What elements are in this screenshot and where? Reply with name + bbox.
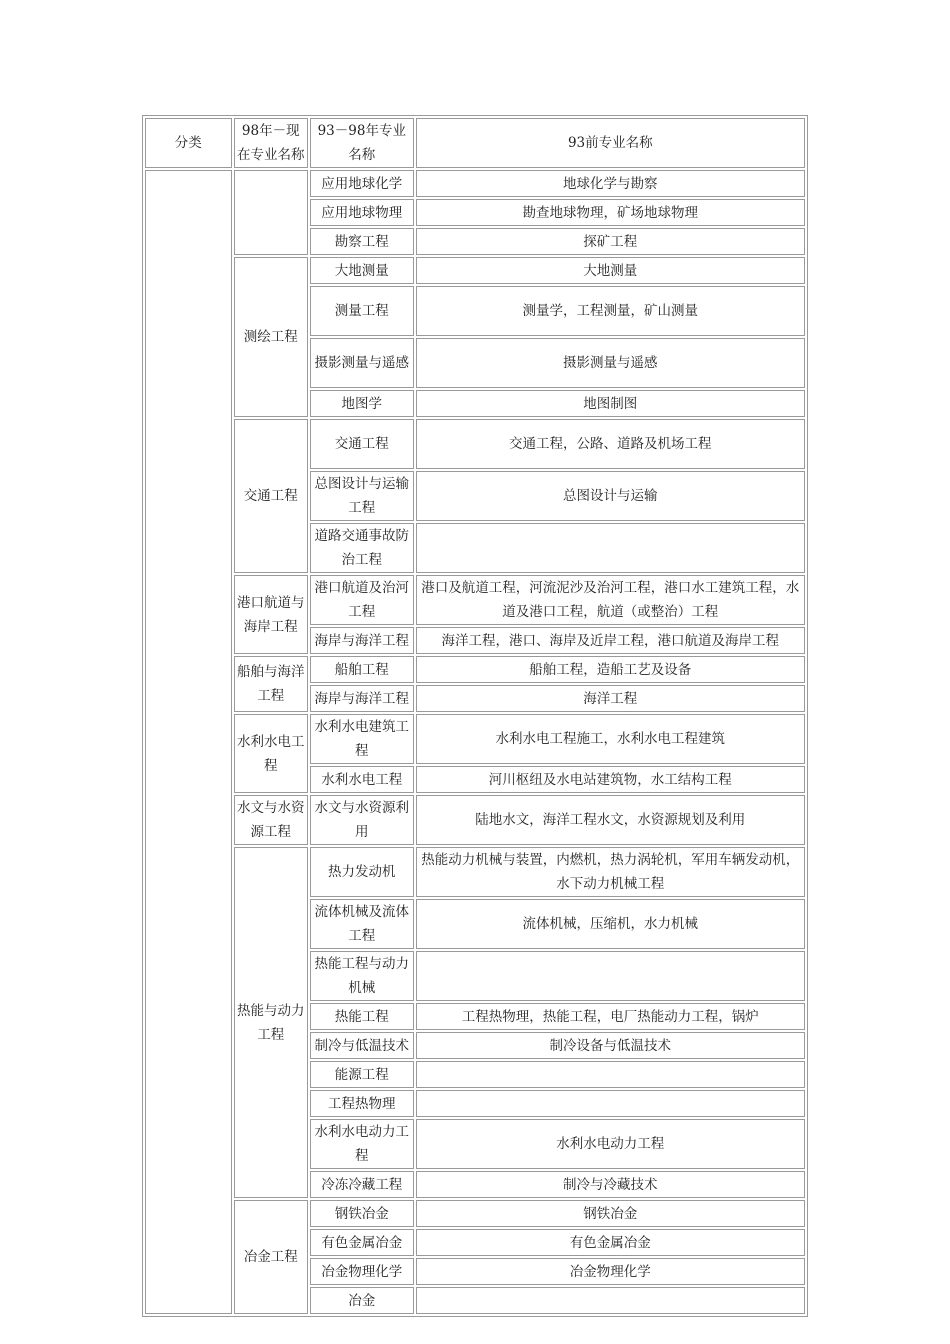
table-row	[145, 419, 805, 469]
old-name-cell: 大地测量	[416, 257, 805, 284]
table-row	[145, 257, 805, 284]
mid-name-cell: 有色金属冶金	[310, 1229, 414, 1256]
old-name-cell: 地图制图	[416, 390, 805, 417]
current-name-cell: 水文与水资源工程	[234, 795, 308, 845]
table-row	[145, 575, 805, 625]
mid-name-cell: 大地测量	[310, 257, 414, 284]
old-name-cell: 地球化学与勘察	[416, 170, 805, 197]
mid-name-cell: 冷冻冷藏工程	[310, 1171, 414, 1198]
old-name-cell: 海洋工程，港口、海岸及近岸工程，港口航道及海岸工程	[416, 627, 805, 654]
current-name-cell: 船舶与海洋工程	[234, 656, 308, 712]
major-mapping-table	[142, 115, 808, 1317]
mid-name-cell: 地图学	[310, 390, 414, 417]
table-row	[145, 795, 805, 845]
mid-name-cell: 道路交通事故防治工程	[310, 523, 414, 573]
current-name-cell: 冶金工程	[234, 1200, 308, 1314]
mid-name-cell: 港口航道及治河工程	[310, 575, 414, 625]
table-row	[145, 170, 805, 197]
old-name-cell: 交通工程，公路、道路及机场工程	[416, 419, 805, 469]
mid-name-cell: 冶金	[310, 1287, 414, 1314]
old-name-cell: 陆地水文，海洋工程水文，水资源规划及利用	[416, 795, 805, 845]
old-name-cell: 测量学，工程测量，矿山测量	[416, 286, 805, 336]
old-name-cell: 港口及航道工程，河流泥沙及治河工程，港口水工建筑工程，水道及港口工程，航道（或整治）工程	[416, 575, 805, 625]
mid-name-cell: 海岸与海洋工程	[310, 685, 414, 712]
mid-name-cell: 水利水电建筑工程	[310, 714, 414, 764]
old-name-cell: 钢铁冶金	[416, 1200, 805, 1227]
mid-name-cell: 水文与水资源利用	[310, 795, 414, 845]
table-body	[145, 118, 805, 1314]
old-name-cell: 流体机械，压缩机，水力机械	[416, 899, 805, 949]
current-name-cell: 热能与动力工程	[234, 847, 308, 1198]
old-name-cell: 水利水电工程施工，水利水电工程建筑	[416, 714, 805, 764]
old-name-cell: 摄影测量与遥感	[416, 338, 805, 388]
header-old-name: 93前专业名称	[416, 118, 805, 168]
mid-name-cell: 钢铁冶金	[310, 1200, 414, 1227]
mid-name-cell: 工程热物理	[310, 1090, 414, 1117]
mid-name-cell: 能源工程	[310, 1061, 414, 1088]
old-name-cell: 水利水电动力工程	[416, 1119, 805, 1169]
current-name-cell: 港口航道与海岸工程	[234, 575, 308, 654]
mid-name-cell: 制冷与低温技术	[310, 1032, 414, 1059]
header-category: 分类	[145, 118, 232, 168]
old-name-cell	[416, 1061, 805, 1088]
old-name-cell: 河川枢纽及水电站建筑物，水工结构工程	[416, 766, 805, 793]
mid-name-cell: 冶金物理化学	[310, 1258, 414, 1285]
old-name-cell: 制冷与冷藏技术	[416, 1171, 805, 1198]
old-name-cell	[416, 1090, 805, 1117]
table-row	[145, 714, 805, 764]
old-name-cell: 热能动力机械与装置，内燃机，热力涡轮机，军用车辆发动机，水下动力机械工程	[416, 847, 805, 897]
current-name-cell: 测绘工程	[234, 257, 308, 417]
mid-name-cell: 水利水电动力工程	[310, 1119, 414, 1169]
table-row	[145, 847, 805, 897]
old-name-cell: 探矿工程	[416, 228, 805, 255]
old-name-cell: 冶金物理化学	[416, 1258, 805, 1285]
table-row	[145, 656, 805, 683]
old-name-cell: 船舶工程，造船工艺及设备	[416, 656, 805, 683]
current-name-cell: 水利水电工程	[234, 714, 308, 793]
old-name-cell	[416, 523, 805, 573]
old-name-cell	[416, 951, 805, 1001]
mid-name-cell: 交通工程	[310, 419, 414, 469]
mid-name-cell: 水利水电工程	[310, 766, 414, 793]
table-row	[145, 1200, 805, 1227]
mid-name-cell: 应用地球物理	[310, 199, 414, 226]
mid-name-cell: 测量工程	[310, 286, 414, 336]
old-name-cell: 总图设计与运输	[416, 471, 805, 521]
mid-name-cell: 流体机械及流体工程	[310, 899, 414, 949]
current-name-cell: 交通工程	[234, 419, 308, 573]
mid-name-cell: 热能工程与动力机械	[310, 951, 414, 1001]
header-current-name: 98年－现在专业名称	[234, 118, 308, 168]
old-name-cell: 海洋工程	[416, 685, 805, 712]
old-name-cell: 有色金属冶金	[416, 1229, 805, 1256]
mid-name-cell: 热能工程	[310, 1003, 414, 1030]
category-cell	[145, 170, 232, 1314]
mid-name-cell: 摄影测量与遥感	[310, 338, 414, 388]
header-mid-name: 93－98年专业名称	[310, 118, 414, 168]
mid-name-cell: 总图设计与运输工程	[310, 471, 414, 521]
old-name-cell: 勘查地球物理，矿场地球物理	[416, 199, 805, 226]
old-name-cell: 工程热物理，热能工程，电厂热能动力工程，锅炉	[416, 1003, 805, 1030]
old-name-cell	[416, 1287, 805, 1314]
mid-name-cell: 应用地球化学	[310, 170, 414, 197]
mid-name-cell: 船舶工程	[310, 656, 414, 683]
current-name-cell	[234, 170, 308, 255]
header-row	[145, 118, 805, 168]
mid-name-cell: 海岸与海洋工程	[310, 627, 414, 654]
old-name-cell: 制冷设备与低温技术	[416, 1032, 805, 1059]
mid-name-cell: 勘察工程	[310, 228, 414, 255]
mid-name-cell: 热力发动机	[310, 847, 414, 897]
